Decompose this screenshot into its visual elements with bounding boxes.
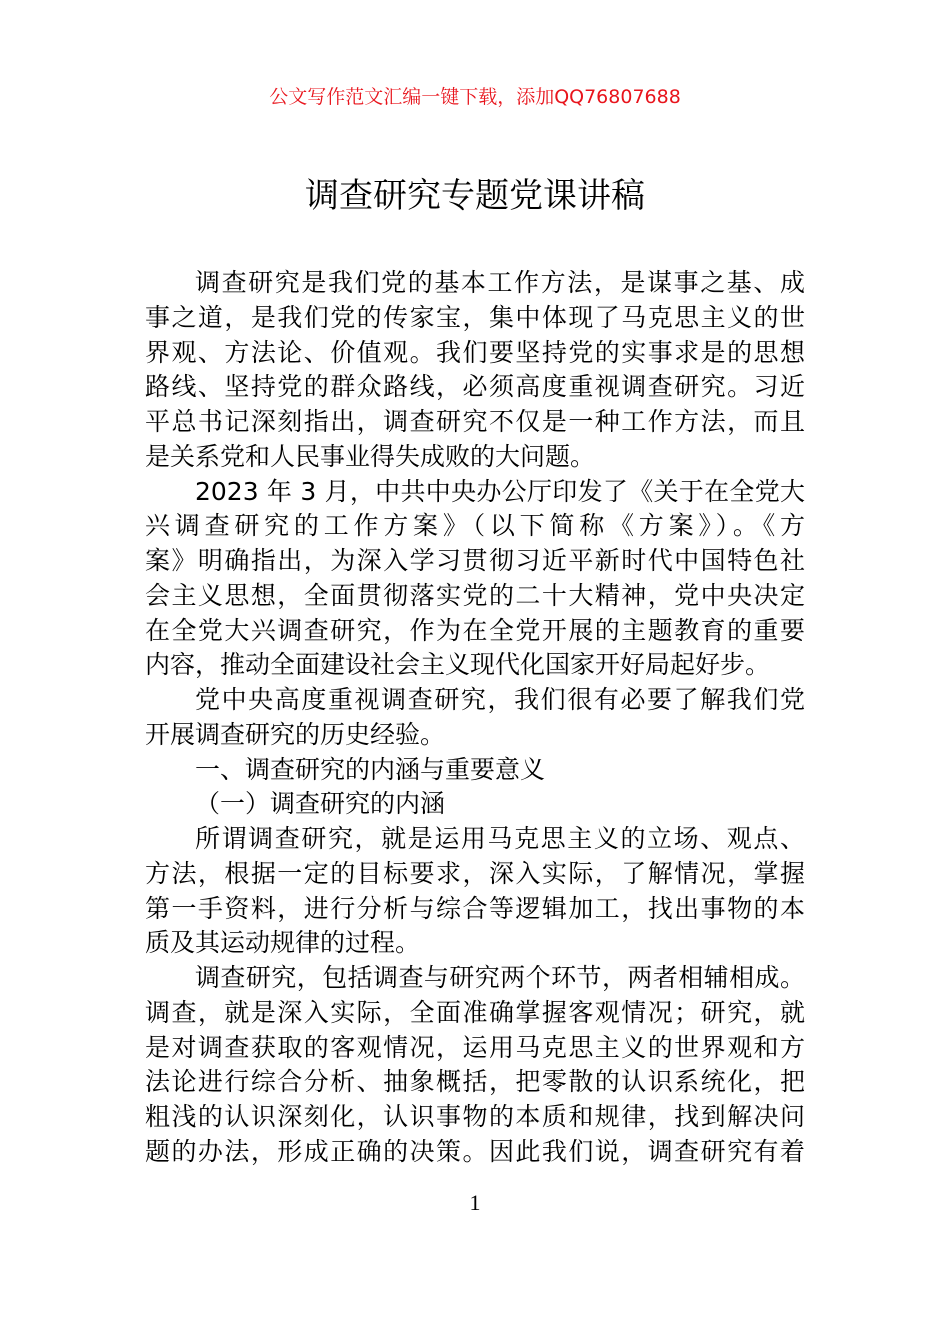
paragraph <box>145 753 805 788</box>
paragraph-line: 开展调查研究的历史经验。 <box>145 719 446 749</box>
paragraph-line: 调查研究是我们党的基本工作方法，是谋事之基、成 <box>195 268 805 297</box>
paragraph-line: 界观、方法论、价值观。我们要坚持党的实事求是的思想 <box>145 337 805 367</box>
paragraph-line: 方法，根据一定的目标要求，深入实际，了解情况，掌握 <box>145 858 805 888</box>
paragraph <box>145 822 805 961</box>
paragraph-line: 是对调查获取的客观情况，运用马克思主义的世界观和方 <box>145 1032 805 1062</box>
paragraph <box>145 683 805 753</box>
paragraph-line: 是关系党和人民事业得失成败的大问题。 <box>145 441 596 471</box>
paragraph-line: 所谓调查研究，就是运用马克思主义的立场、观点、 <box>195 824 805 853</box>
page-number: 1 <box>469 1190 481 1215</box>
paragraph-line: 法论进行综合分析、抽象概括，把零散的认识系统化，把 <box>145 1067 805 1097</box>
paragraph-line: 调查研究，包括调查与研究两个环节，两者相辅相成。 <box>195 963 805 992</box>
paragraph-line: 题的办法，形成正确的决策。因此我们说，调查研究有着 <box>145 1136 805 1166</box>
paragraph-line: 党中央高度重视调查研究，我们很有必要了解我们党 <box>195 685 805 714</box>
paragraph <box>145 961 805 1170</box>
paragraph <box>145 787 805 822</box>
paragraph-line: 路线、坚持党的群众路线，必须高度重视调查研究。习近 <box>145 372 805 402</box>
paragraph-line: 事之道，是我们党的传家宝，集中体现了马克思主义的世 <box>145 302 805 332</box>
paragraph <box>145 475 805 684</box>
paragraph-line: 兴调查研究的工作方案》（以下简称《方案》）。《方 <box>145 511 805 541</box>
paragraph-line: 一、调查研究的内涵与重要意义 <box>195 754 546 784</box>
paragraph-line: 调查，就是深入实际，全面准确掌握客观情况；研究，就 <box>145 997 805 1027</box>
document-title: 调查研究专题党课讲稿 <box>305 176 645 216</box>
paragraph-line: 2023 年 3 月，中共中央办公厅印发了《关于在全党大 <box>195 476 805 506</box>
paragraph-line: 第一手资料，进行分析与综合等逻辑加工，找出事物的本 <box>145 893 805 923</box>
paragraph-line: 质及其运动规律的过程。 <box>145 928 421 958</box>
paragraph-line: 会主义思想，全面贯彻落实党的二十大精神，党中央决定 <box>145 580 805 610</box>
paragraph-line: （一）调查研究的内涵 <box>195 789 446 819</box>
paragraph-line: 平总书记深刻指出，调查研究不仅是一种工作方法，而且 <box>145 407 805 436</box>
paragraph-line: 内容，推动全面建设社会主义现代化国家开好局起好步。 <box>145 650 771 680</box>
paragraph-line: 案》明确指出，为深入学习贯彻习近平新时代中国特色社 <box>145 546 805 575</box>
paragraph-line: 在全党大兴调查研究，作为在全党开展的主题教育的重要 <box>145 615 805 645</box>
paragraph-line: 粗浅的认识深刻化，认识事物的本质和规律，找到解决问 <box>145 1102 805 1131</box>
document-body <box>145 266 805 1170</box>
paragraph <box>145 266 805 475</box>
download-promo-note: 公文写作范文汇编一键下载，添加QQ76807688 <box>269 86 681 108</box>
